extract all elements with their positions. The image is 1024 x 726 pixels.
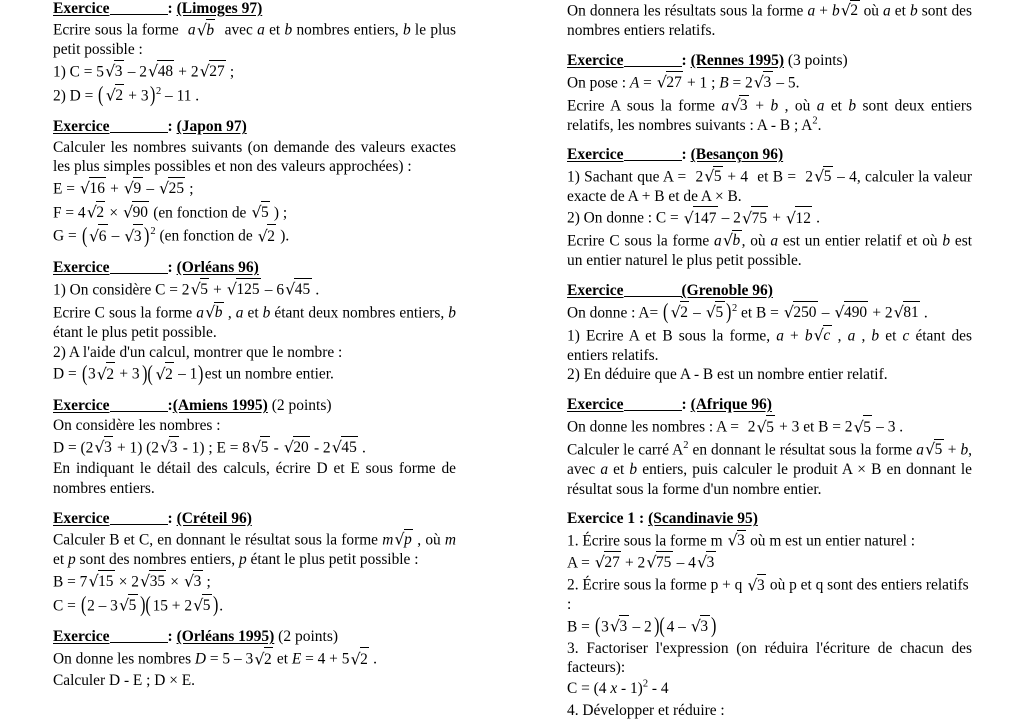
exercise-creteil-96 [53,510,456,617]
exercise-formula: C = (4 x - 1)$^2$ - 4 [567,678,669,698]
exercise-heading [53,0,456,18]
exercise-formula: 1) On considère C = 2√5 + √125 – 6√45 . [53,278,456,302]
exercise-text: 1) Sachant que A = 2√5 + 4 et B = 2√5 – 4, calculer la valeur exacte de A + B et de A × B. [567,166,972,205]
exercise-points: (2 points) [278,628,339,646]
exercise-heading [567,52,972,70]
exercise-heading [567,396,972,414]
exercise-separator: : [681,396,687,414]
exercise-separator: : [167,258,173,276]
exercise-number-blank [110,628,168,643]
exercise-text: 4. Développer et réduire : [567,701,725,719]
exercise-points: (3 points) [787,51,848,69]
exercise-label: Exercice [53,0,110,17]
exercise-source: (Scandinavie 95) [648,510,758,528]
exercise-text: Ecrire sous la forme a√b avec a et b nombres entiers, b le plus petit possible : [53,19,456,59]
exercise-text: Ecrire C sous la forme a√b, où a est un entier relatif et où b est un entier naturel le plus petit possible. [567,230,972,270]
exercise-text: 2) En déduire que A - B est un nombre entier relatif. [567,366,888,384]
exercise-points: (2 points) [271,396,332,414]
exercise-text: Calculer le carré $A^2$ en donnant le résultat sous la forme a√5 + b, avec a et b entiers, puis calculer le produit A × B en donnant le résultat sous la forme d'un nombre entier. [567,439,972,498]
exercise-formula: On donne les nombres D = 5 – 3√2 et E = 4 + 5√2 . [53,647,456,671]
exercise-source: (Limoges 97) [176,0,263,17]
exercise-text: 1. Écrire sous la forme m √3 où m est un entier naturel : [567,530,916,550]
exercise-text: Calculer les nombres suivants (on demande des valeurs exactes les plus simples possibles et non des valeurs approchées) : [53,138,456,176]
exercise-label: Exercice [53,509,110,527]
exercise-formula: 2) On donne : C = √147 – 2√75 + √12 . [567,206,972,230]
exercise-separator: : [639,510,645,528]
exercise-separator: : [167,628,173,646]
exercise-label: Exercice [567,281,624,299]
exercise-heading [53,118,456,136]
exercise-label: Exercice [53,628,110,646]
exercise-text: En indiquant le détail des calculs, écrire D et E sous forme de nombres entiers. [53,460,456,498]
exercise-formula: On donne : A= ( √2 – √5 )$^2$ et B = √250 – √490 + 2√81 . [567,298,928,324]
exercise-label: Exercice [567,146,624,164]
exercise-source: (Créteil 96) [176,509,252,527]
exercise-label: Exercice [567,51,624,69]
exercise-scandinavie-95 [567,510,972,720]
exercise-source: (Afrique 96) [690,396,772,414]
exercise-label: Exercice 1 [567,510,636,528]
exercise-source: (Japon 97) [176,118,247,136]
exercise-formula: C = (2 – 3√5 )( 15 + 2√5 ). [53,591,224,617]
exercise-orleans-96 [53,259,456,386]
exercise-number-blank [110,510,168,525]
right-column [512,0,1024,726]
exercise-label: Exercice [53,118,110,136]
exercise-label: Exercice [53,396,110,414]
exercise-heading [567,282,972,300]
exercise-source: (Amiens 1995) [172,396,268,414]
exercise-formula: E = √16 + √9 – √25 ; [53,177,456,201]
exercise-source: (Orléans 1995) [176,628,275,646]
exercise-text: Calculer B et C, en donnant le résultat sous la forme m√p , où m et p sont des nombres entiers, p étant le plus petit possible : [53,529,457,569]
exercise-number-blank [624,282,682,297]
exercise-formula: On donne les nombres : A = 2√5 + 3 et B = 2√5 – 3 . [567,415,972,439]
exercise-formula: D = (3√2 + 3)( √2 – 1)est un nombre entier. [53,360,334,386]
exercise-label: Exercice [567,396,624,414]
exercise-text: Ecrire A sous la forme a√3 + b , où a et b sont deux entiers relatifs, les nombres suivants : A - B ; $A^2$. [567,95,973,134]
exercise-heading [53,259,456,277]
exercise-afrique-96 [567,396,972,499]
intro-text: On donnera les résultats sous la forme a + b√2 où a et b sont des nombres entiers relatifs. [567,0,972,40]
exercise-separator: : [681,51,687,69]
exercise-number-blank [110,118,168,133]
exercise-text: 2. Écrire sous la forme p + q √3 où p et q sont des entiers relatifs : [567,575,969,614]
exercise-formula: D = (2√3 + 1) (2√3 - 1) ; E = 8√5 - √20 - 2√45 . [53,436,456,460]
exercise-number-blank [624,52,682,67]
exercise-source: (Rennes 1995) [690,51,784,69]
exercise-besancon-96 [567,146,972,270]
exercise-source: (Orléans 96) [176,258,259,276]
exercise-grenoble-96 [567,282,972,385]
exercise-formula: B = (3√3 – 2)( 4 – √3 ) [567,612,716,638]
exercise-text: On considère les nombres : [53,417,221,435]
exercise-heading [53,397,456,415]
exercise-heading [53,510,456,528]
exercise-rennes-1995 [567,52,972,136]
left-column [0,0,512,702]
exercise-formula: 1) C = 5√3 – 2√48 + 2√27 ; [53,60,456,84]
exercise-number-blank [624,146,682,161]
exercise-number-blank [110,0,168,15]
exercise-separator: : [167,0,173,17]
exercise-text: 2) A l'aide d'un calcul, montrer que le nombre : [53,343,343,361]
exercise-heading [53,628,456,646]
exercise-separator: : [167,509,173,527]
exercise-separator: : [167,396,173,414]
exercise-formula: A = √27 + 2√75 – 4√3 [567,551,972,575]
exercise-number-blank [624,396,682,411]
exercise-number-blank [110,397,168,412]
exercise-formula: On pose : A = √27 + 1 ; B = 2√3 – 5. [567,71,972,95]
exercise-source: (Besançon 96) [690,146,784,164]
exercise-formula: B = 7√15 × 2√35 × √3 ; [53,570,456,594]
exercise-separator: : [167,118,173,136]
exercise-text: 3. Factoriser l'expression (on réduira l'écriture de chacun des facteurs): [567,639,972,677]
exercise-orleans-1995 [53,628,456,691]
exercise-heading [567,510,972,528]
exercise-source: (Grenoble 96) [681,281,773,299]
exercise-text: Ecrire C sous la forme a√b , a et b étant deux nombres entiers, b étant le plus petit possible. [53,302,456,341]
exercise-number-blank [110,259,168,274]
exercise-formula: F = 4√2 × √90 (en fonction de √5 ) ; [53,201,456,225]
exercise-text: 1) Ecrire A et B sous la forme, a + b√c , a , b et c étant des entiers relatifs. [567,325,972,364]
exercise-heading [567,146,972,164]
exercise-japon-97 [53,118,456,248]
exercise-amiens-1995 [53,397,456,499]
exercise-formula: 2) D = ( √2 + 3)$^2$ – 11 . [53,81,200,107]
exercise-limoges-97 [53,0,456,107]
exercise-separator: : [681,146,687,164]
exercise-label: Exercice [53,258,110,276]
exercise-text: Calculer D - E ; D × E. [53,672,196,690]
continuation-paragraph [567,0,972,41]
exercise-formula: G = ( √6 – √3 )$^2$ (en fonction de √2 ). [53,222,290,248]
